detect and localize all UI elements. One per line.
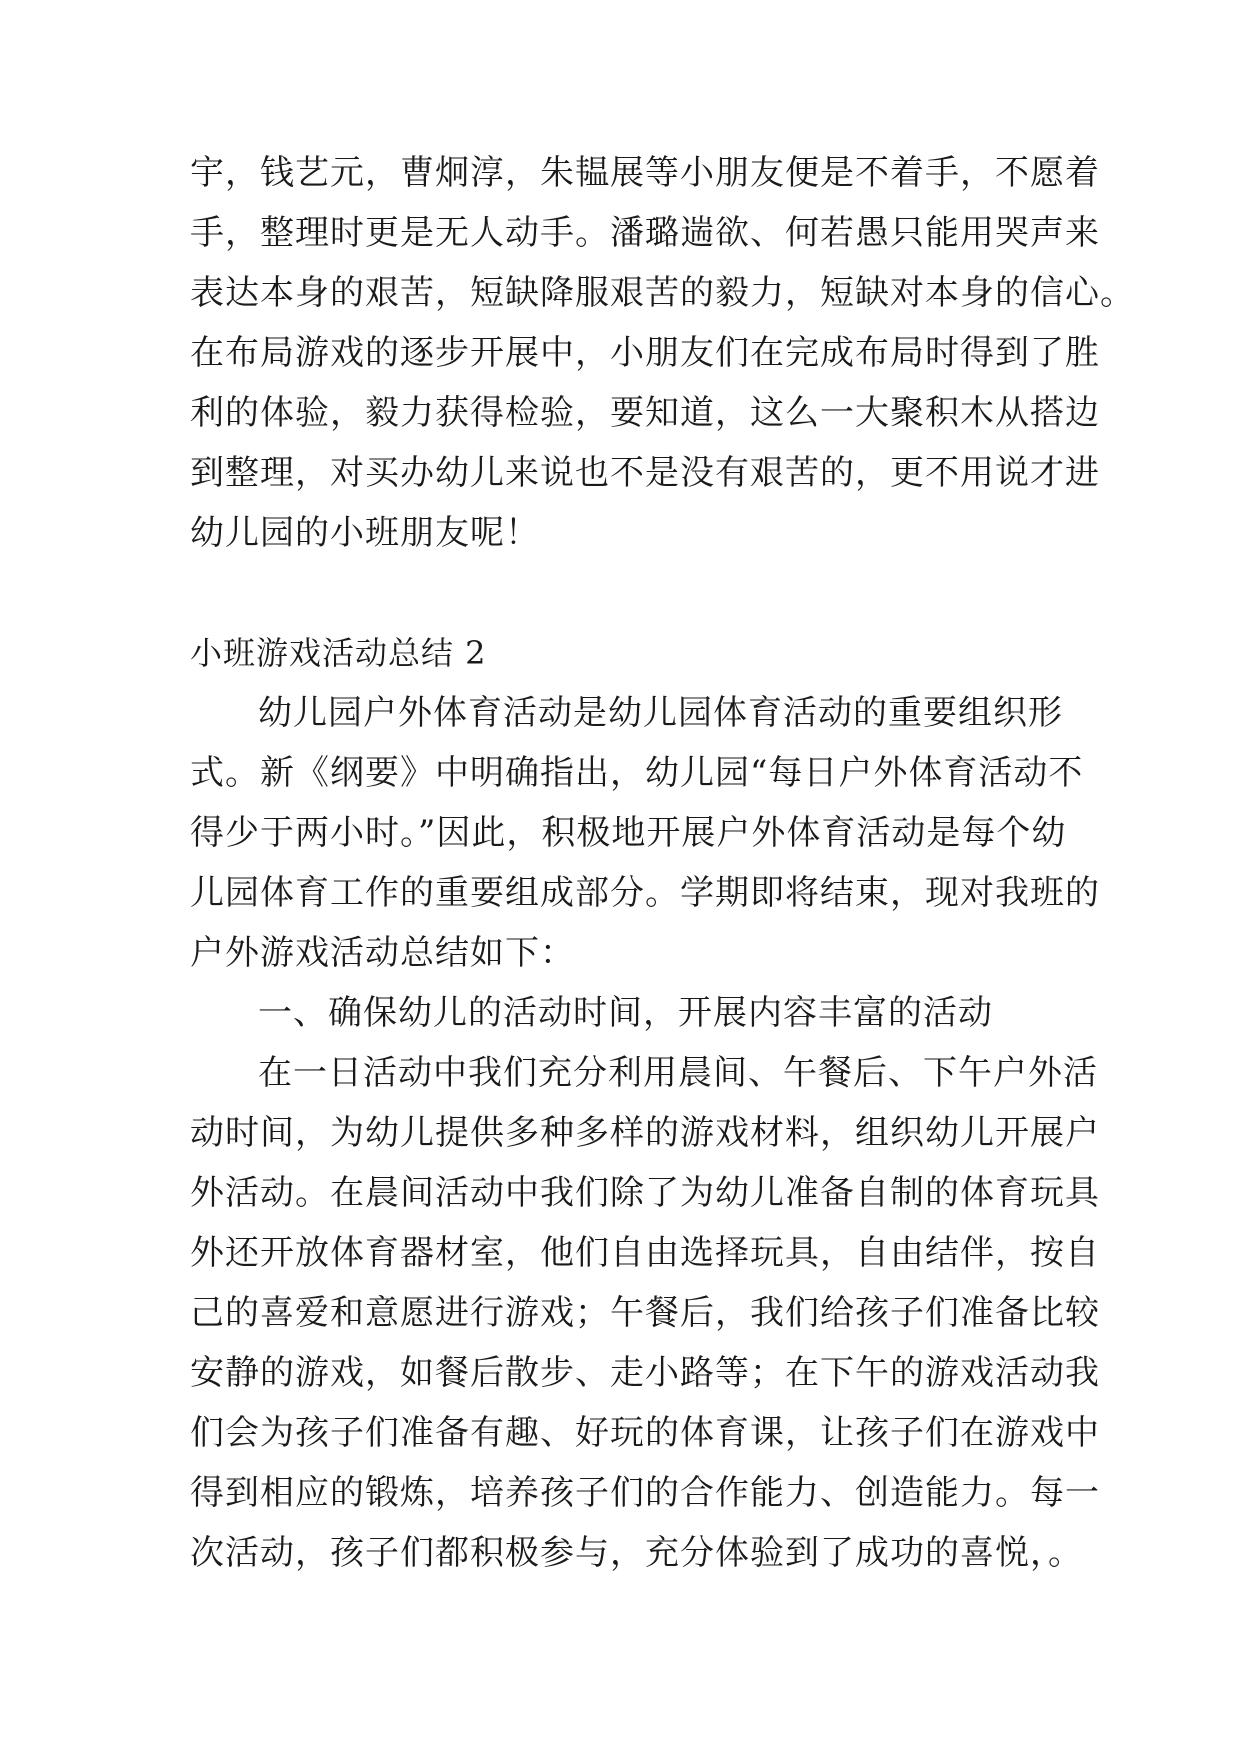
text-line: 式。新《纲要》中明确指出，幼儿园“每日户外体育活动不 xyxy=(190,753,1084,793)
subheading: 一、确保幼儿的活动时间，开展内容丰富的活动 xyxy=(258,993,993,1033)
text-line: 儿园体育工作的重要组成部分。学期即将结束，现对我班的 xyxy=(190,873,1100,913)
text-line: 在布局游戏的逐步开展中，小朋友们在完成布局时得到了胜 xyxy=(190,333,1100,373)
text-line: 表达本身的艰苦，短缺降服艰苦的毅力，短缺对本身的信心。 xyxy=(190,273,1135,313)
text-line: 利的体验，毅力获得检验，要知道，这么一大聚积木从搭边 xyxy=(190,393,1100,433)
text-line: 幼儿园户外体育活动是幼儿园体育活动的重要组织形 xyxy=(258,693,1063,733)
text-line: 们会为孩子们准备有趣、好玩的体育课，让孩子们在游戏中 xyxy=(190,1413,1100,1453)
text-line: 得到相应的锻炼，培养孩子们的合作能力、创造能力。每一 xyxy=(190,1473,1100,1513)
text-line: 动时间，为幼儿提供多种多样的游戏材料，组织幼儿开展户 xyxy=(190,1113,1100,1153)
text-line: 手，整理时更是无人动手。潘璐遄欲、何若愚只能用哭声来 xyxy=(190,213,1100,253)
text-line: 己的喜爱和意愿进行游戏；午餐后，我们给孩子们准备比较 xyxy=(190,1293,1100,1333)
text-line: 得少于两小时。”因此，积极地开展户外体育活动是每个幼 xyxy=(190,813,1067,853)
text-line: 外活动。在晨间活动中我们除了为幼儿准备自制的体育玩具 xyxy=(190,1173,1100,1213)
text-line: 在一日活动中我们充分利用晨间、午餐后、下午户外活 xyxy=(258,1053,1098,1093)
text-line: 到整理，对买办幼儿来说也不是没有艰苦的，更不用说才进 xyxy=(190,453,1100,493)
text-line: 宇，钱艺元，曹炯淳，朱韫展等小朋友便是不着手，不愿着 xyxy=(190,153,1100,193)
section-heading: 小班游戏活动总结 2 xyxy=(190,634,487,672)
text-line: 安静的游戏，如餐后散步、走小路等；在下午的游戏活动我 xyxy=(190,1353,1100,1393)
text-line: 幼儿园的小班朋友呢！ xyxy=(190,513,540,553)
text-line: 次活动，孩子们都积极参与，充分体验到了成功的喜悦，。 xyxy=(190,1533,1083,1573)
text-line: 户外游戏活动总结如下： xyxy=(190,933,575,973)
text-line: 外还开放体育器材室，他们自由选择玩具，自由结伴，按自 xyxy=(190,1233,1100,1273)
